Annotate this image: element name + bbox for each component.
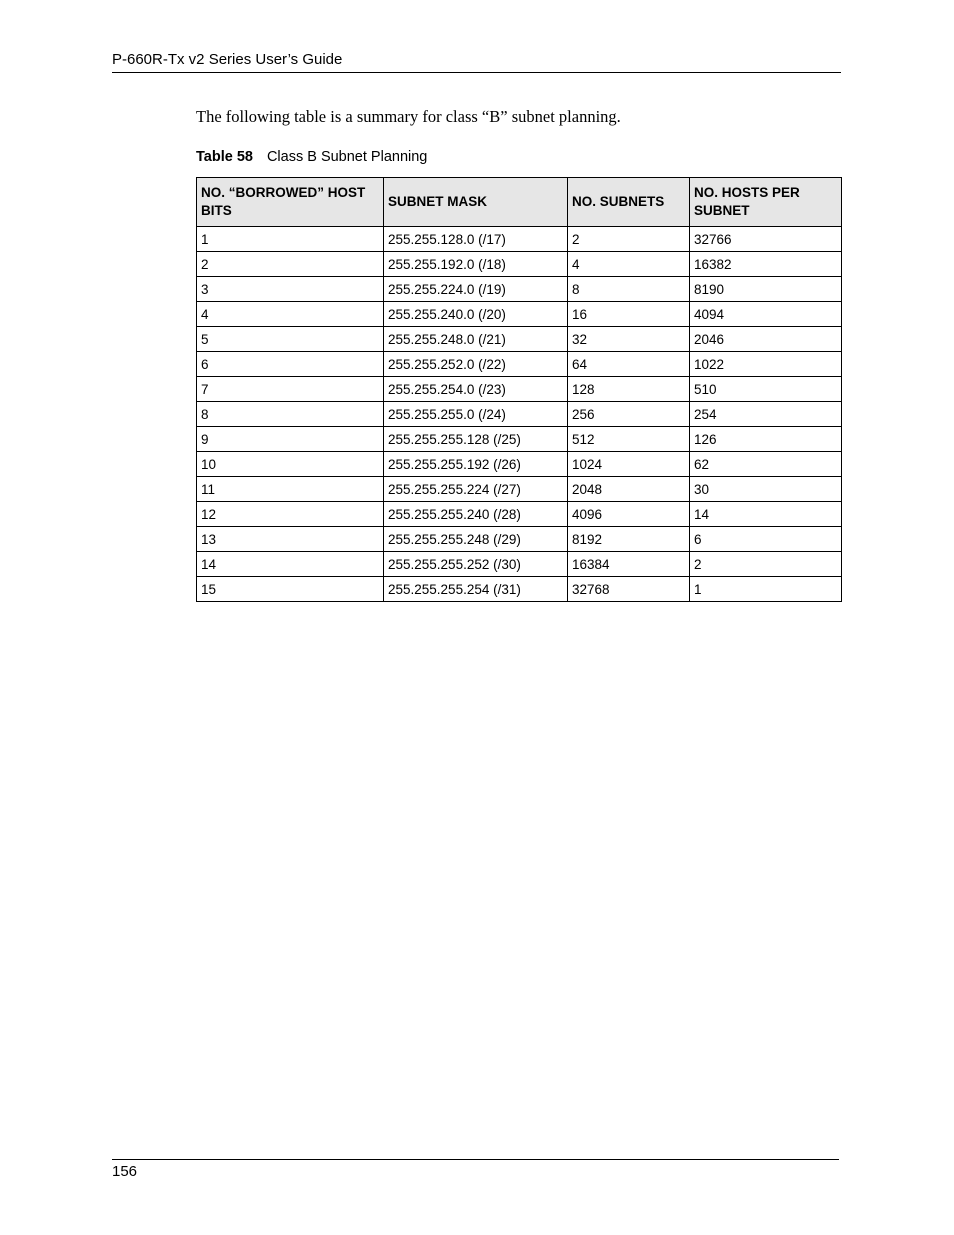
cell-subnet-mask: 255.255.255.0 (/24): [384, 402, 568, 427]
cell-borrowed-bits: 5: [197, 327, 384, 352]
table-row: [197, 352, 842, 377]
cell-subnet-mask: 255.255.255.128 (/25): [384, 427, 568, 452]
page-number: 156: [112, 1163, 138, 1180]
cell-subnet-mask: 255.255.248.0 (/21): [384, 327, 568, 352]
cell-subnet-mask: 255.255.255.240 (/28): [384, 502, 568, 527]
table-body: [197, 227, 842, 602]
table-row: [197, 377, 842, 402]
cell-no-subnets: 8: [568, 277, 690, 302]
table-row: [197, 552, 842, 577]
page-header: [112, 50, 841, 73]
cell-subnet-mask: 255.255.255.252 (/30): [384, 552, 568, 577]
cell-borrowed-bits: 15: [197, 577, 384, 602]
cell-borrowed-bits: 4: [197, 302, 384, 327]
cell-no-subnets: 4096: [568, 502, 690, 527]
cell-subnet-mask: 255.255.255.224 (/27): [384, 477, 568, 502]
table-row: [197, 277, 842, 302]
cell-borrowed-bits: 12: [197, 502, 384, 527]
table-row: [197, 327, 842, 352]
cell-no-subnets: 512: [568, 427, 690, 452]
cell-hosts-per-subnet: 1022: [690, 352, 842, 377]
cell-no-subnets: 128: [568, 377, 690, 402]
cell-borrowed-bits: 1: [197, 227, 384, 252]
cell-hosts-per-subnet: 2046: [690, 327, 842, 352]
cell-hosts-per-subnet: 30: [690, 477, 842, 502]
table-caption-title: Class B Subnet Planning: [266, 149, 428, 165]
cell-subnet-mask: 255.255.255.254 (/31): [384, 577, 568, 602]
cell-no-subnets: 1024: [568, 452, 690, 477]
intro-paragraph: The following table is a summary for class “B” subnet planning.: [196, 107, 621, 126]
cell-no-subnets: 2048: [568, 477, 690, 502]
table-row: [197, 527, 842, 552]
cell-borrowed-bits: 8: [197, 402, 384, 427]
table-row: [197, 402, 842, 427]
cell-subnet-mask: 255.255.224.0 (/19): [384, 277, 568, 302]
cell-subnet-mask: 255.255.254.0 (/23): [384, 377, 568, 402]
cell-no-subnets: 4: [568, 252, 690, 277]
table-row: [197, 477, 842, 502]
cell-borrowed-bits: 7: [197, 377, 384, 402]
cell-borrowed-bits: 11: [197, 477, 384, 502]
cell-borrowed-bits: 2: [197, 252, 384, 277]
table-row: [197, 252, 842, 277]
cell-no-subnets: 64: [568, 352, 690, 377]
cell-no-subnets: 16: [568, 302, 690, 327]
cell-subnet-mask: 255.255.240.0 (/20): [384, 302, 568, 327]
table-row: [197, 427, 842, 452]
cell-hosts-per-subnet: 510: [690, 377, 842, 402]
cell-hosts-per-subnet: 2: [690, 552, 842, 577]
cell-borrowed-bits: 10: [197, 452, 384, 477]
table-header-row: [197, 178, 842, 227]
cell-borrowed-bits: 13: [197, 527, 384, 552]
table-row: [197, 577, 842, 602]
cell-subnet-mask: 255.255.192.0 (/18): [384, 252, 568, 277]
table-row: [197, 227, 842, 252]
header-hosts-per-subnet: NO. HOSTS PER SUBNET: [690, 178, 842, 227]
cell-hosts-per-subnet: 6: [690, 527, 842, 552]
cell-subnet-mask: 255.255.255.248 (/29): [384, 527, 568, 552]
cell-hosts-per-subnet: 254: [690, 402, 842, 427]
cell-no-subnets: 32: [568, 327, 690, 352]
table-caption: [196, 149, 427, 165]
cell-hosts-per-subnet: 126: [690, 427, 842, 452]
cell-hosts-per-subnet: 32766: [690, 227, 842, 252]
cell-no-subnets: 2: [568, 227, 690, 252]
table-row: [197, 302, 842, 327]
header-subnet-mask: SUBNET MASK: [384, 178, 568, 227]
table-caption-label: Table 58: [196, 149, 253, 165]
subnet-planning-table: [196, 177, 842, 602]
cell-no-subnets: 32768: [568, 577, 690, 602]
cell-subnet-mask: 255.255.255.192 (/26): [384, 452, 568, 477]
table-row: [197, 502, 842, 527]
cell-hosts-per-subnet: 14: [690, 502, 842, 527]
cell-subnet-mask: 255.255.128.0 (/17): [384, 227, 568, 252]
cell-subnet-mask: 255.255.252.0 (/22): [384, 352, 568, 377]
cell-hosts-per-subnet: 8190: [690, 277, 842, 302]
header-no-subnets: NO. SUBNETS: [568, 178, 690, 227]
cell-borrowed-bits: 14: [197, 552, 384, 577]
guide-title: P-660R-Tx v2 Series User’s Guide: [112, 51, 343, 68]
cell-hosts-per-subnet: 1: [690, 577, 842, 602]
header-borrowed-host-bits: NO. “BORROWED” HOST BITS: [197, 178, 384, 227]
cell-borrowed-bits: 6: [197, 352, 384, 377]
cell-borrowed-bits: 3: [197, 277, 384, 302]
cell-no-subnets: 8192: [568, 527, 690, 552]
cell-hosts-per-subnet: 4094: [690, 302, 842, 327]
table-row: [197, 452, 842, 477]
cell-no-subnets: 16384: [568, 552, 690, 577]
page-footer: [112, 1159, 839, 1180]
cell-hosts-per-subnet: 16382: [690, 252, 842, 277]
cell-borrowed-bits: 9: [197, 427, 384, 452]
cell-no-subnets: 256: [568, 402, 690, 427]
cell-hosts-per-subnet: 62: [690, 452, 842, 477]
